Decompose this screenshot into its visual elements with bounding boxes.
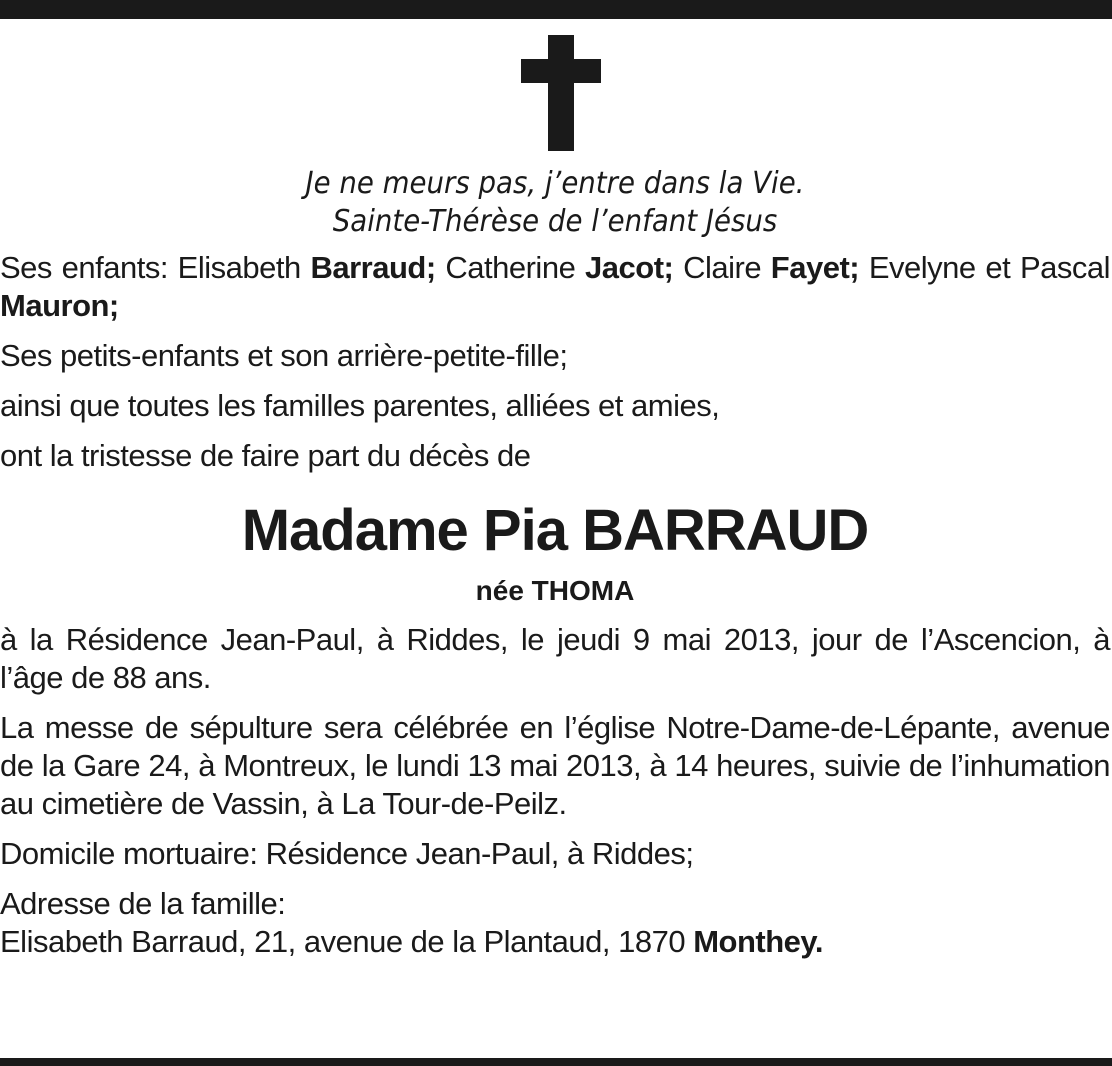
family-address-label: Adresse de la famille: <box>0 886 286 921</box>
family-address <box>0 885 1110 961</box>
family-address-street: Elisabeth Barraud, 21, avenue de la Plantaud, 1870 <box>0 924 694 959</box>
obituary-body <box>0 165 1110 973</box>
deceased-name: Madame Pia BARRAUD <box>241 498 869 563</box>
surname: Jacot; <box>585 250 674 285</box>
grandchildren-line: Ses petits-enfants et son arrière-petite-fille; <box>0 338 568 373</box>
quote-line: Je ne meurs pas, j’entre dans la Vie. <box>305 166 805 201</box>
top-border-rule <box>0 0 1112 19</box>
surname: Fayet; <box>770 250 860 285</box>
announcement-line: ont la tristesse de faire part du décès de <box>0 438 531 473</box>
cross-icon <box>521 35 601 151</box>
bottom-border-rule <box>0 1058 1112 1066</box>
surname: Barraud; <box>310 250 436 285</box>
funeral-details: La messe de sépulture sera célébrée en l’église Notre-Dame-de-Lépante, avenue de la Gare 24, à Montreux, le lundi 13 mai 2013, à 14 heures, suivie de l’inhumation au cimetière de Vassin, à La Tour-de-Peilz. <box>0 710 1110 821</box>
children-list: Ses enfants: Elisabeth Barraud; Catherine Jacot; Claire Fayet; Evelyne et Pascal Mauron; <box>0 250 1110 323</box>
epigraph-quote <box>44 165 1065 241</box>
family-address-city: Monthey. <box>693 924 823 959</box>
domicile-line: Domicile mortuaire: Résidence Jean-Paul, à Riddes; <box>0 836 694 871</box>
quote-attribution: Sainte-Thérèse de l’enfant Jésus <box>332 204 778 239</box>
surname: Mauron; <box>0 288 119 323</box>
death-details: à la Résidence Jean-Paul, à Riddes, le jeudi 9 mai 2013, jour de l’Ascencion, à l’âge de 88 ans. <box>0 622 1110 695</box>
families-line: ainsi que toutes les familles parentes, alliées et amies, <box>0 388 720 423</box>
maiden-name: née THOMA <box>475 575 635 606</box>
